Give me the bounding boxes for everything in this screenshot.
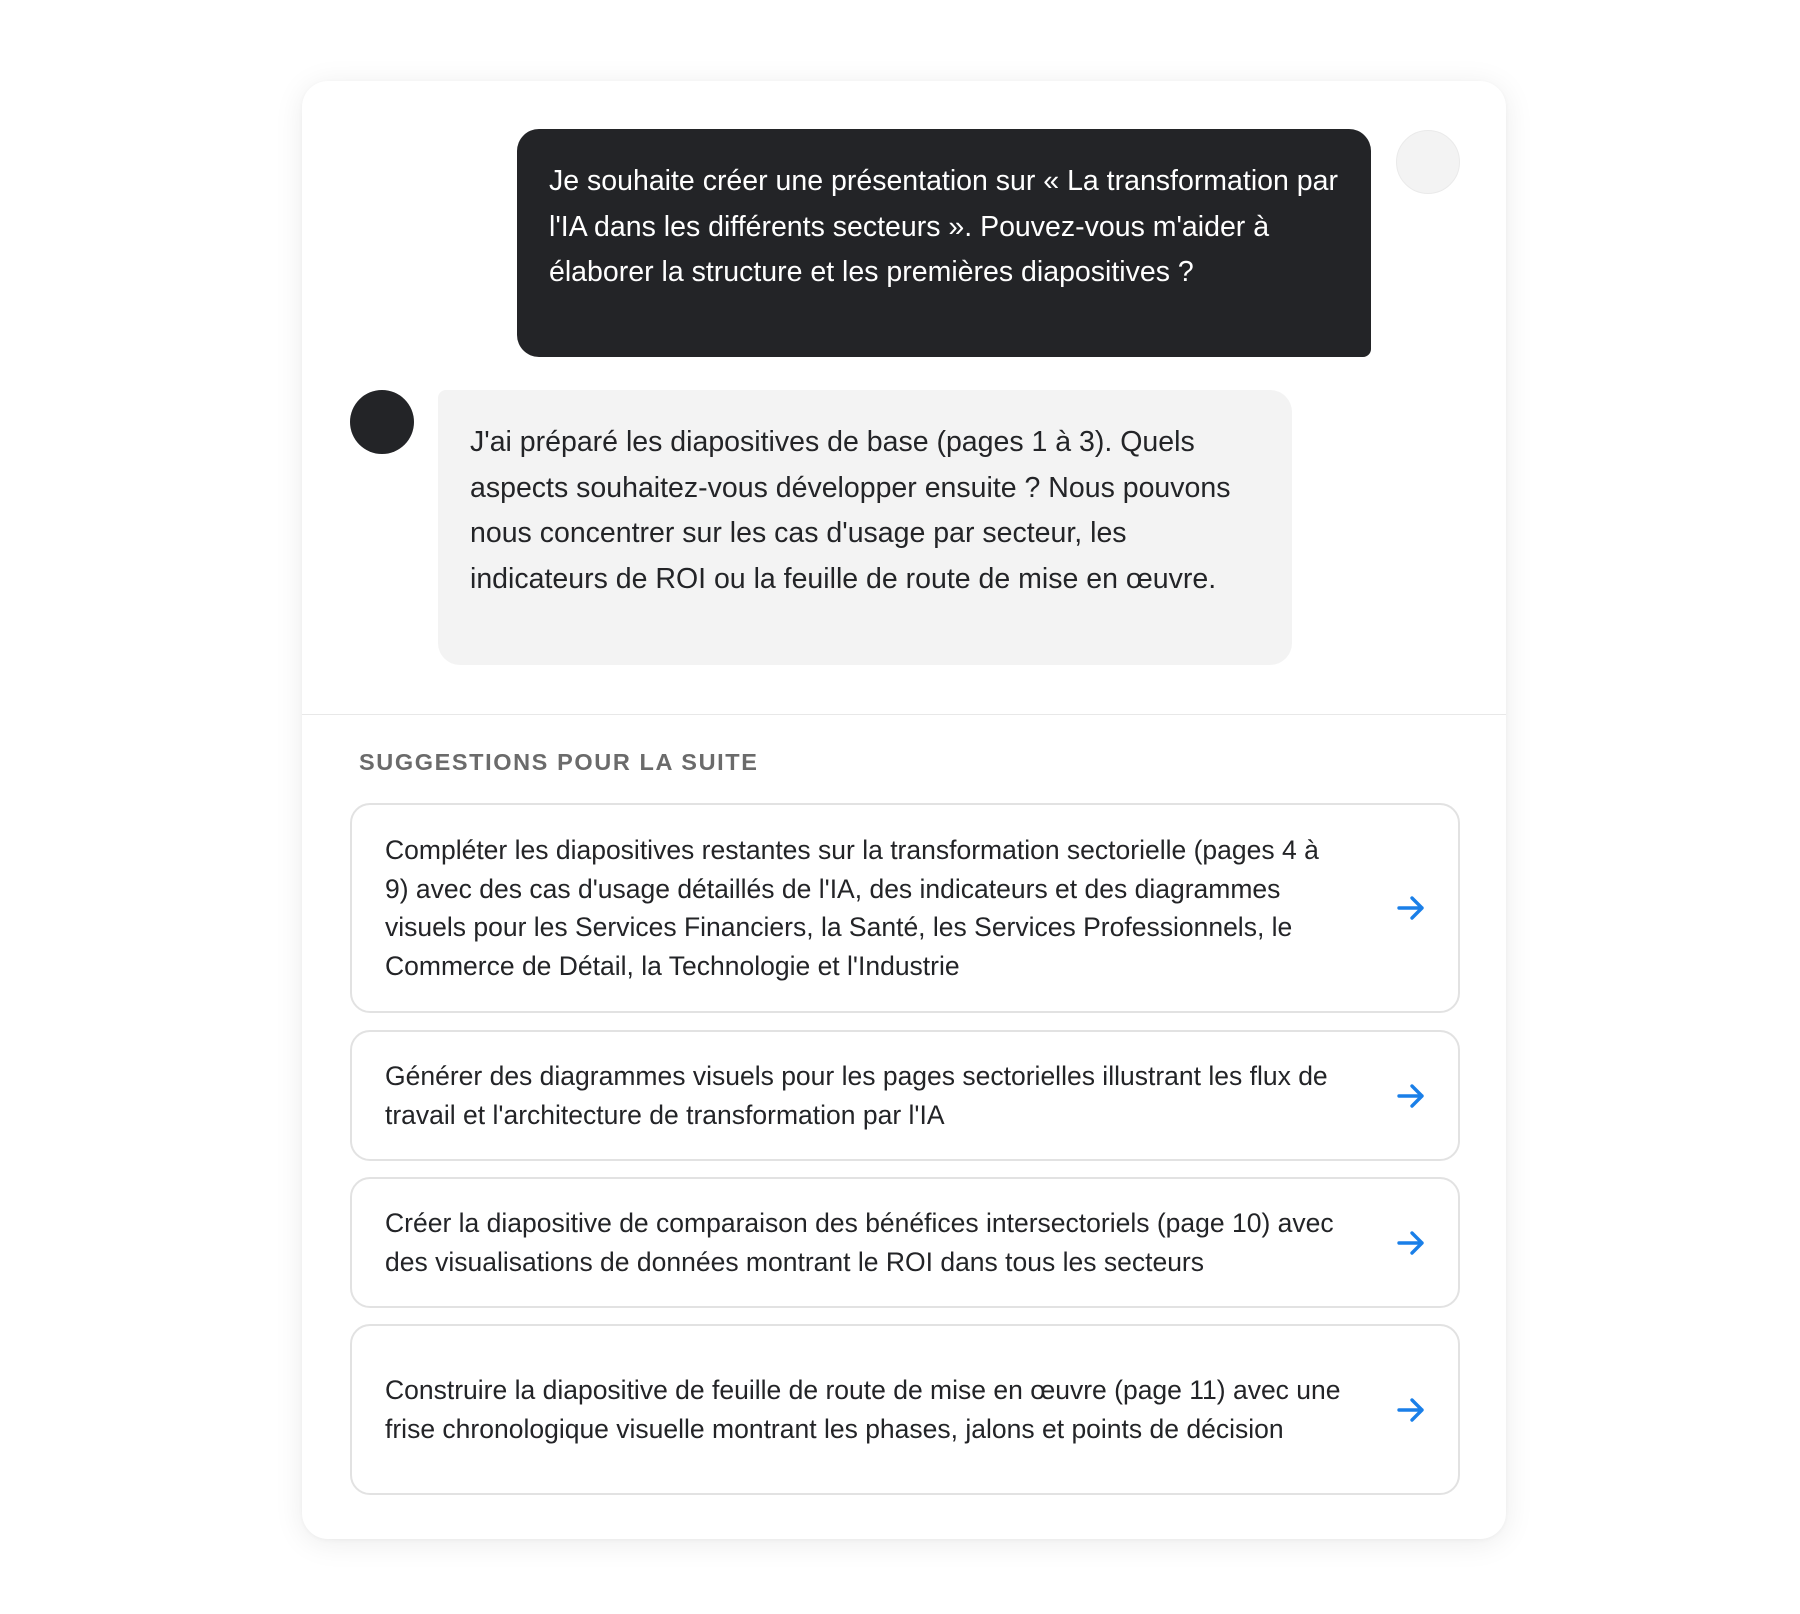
arrow-right-icon (1396, 895, 1426, 921)
suggestion-text: Compléter les diapositives restantes sur la transformation sectorielle (pages 4 à 9) avec des cas d'usage détaillés de l'IA, des indicateurs et des diagrammes visuels pour les Services Financiers, la Santé, les Services Professionnels, le Commerce de Détail, la Technologie et l'Industrie (385, 835, 1319, 981)
assistant-avatar (350, 390, 414, 454)
suggestion-card-1[interactable] (350, 803, 1460, 1013)
user-message-text: Je souhaite créer une présentation sur « La transformation par l'IA dans les différents secteurs ». Pouvez-vous m'aider à élaborer la structure et les premières diapositives ? (549, 165, 1338, 288)
suggestion-text: Construire la diapositive de feuille de route de mise en œuvre (page 11) avec une frise chronologique visuelle montrant les phases, jalons et points de décision (385, 1375, 1341, 1444)
assistant-message-text: J'ai préparé les diapositives de base (pages 1 à 3). Quels aspects souhaitez-vous développer ensuite ? Nous pouvons nous concentrer sur les cas d'usage par secteur, les indicateurs de ROI ou la feuille de route de mise en œuvre. (470, 426, 1231, 595)
suggestion-card-3[interactable] (350, 1177, 1460, 1308)
divider (302, 714, 1506, 715)
user-avatar (1396, 130, 1460, 194)
arrow-right-icon (1396, 1083, 1426, 1109)
suggestion-card-4[interactable] (350, 1324, 1460, 1495)
assistant-message-bubble (438, 390, 1292, 665)
suggestion-text: Générer des diagrammes visuels pour les pages sectorielles illustrant les flux de travail et l'architecture de transformation par l'IA (385, 1061, 1328, 1130)
suggestion-card-2[interactable] (350, 1030, 1460, 1161)
chat-card (302, 81, 1506, 1539)
user-message-bubble (517, 129, 1371, 357)
arrow-right-icon (1396, 1397, 1426, 1423)
suggestions-heading: SUGGESTIONS POUR LA SUITE (359, 749, 759, 775)
suggestion-text: Créer la diapositive de comparaison des bénéfices intersectoriels (page 10) avec des visualisations de données montrant le ROI dans tous les secteurs (385, 1208, 1334, 1277)
arrow-right-icon (1396, 1230, 1426, 1256)
